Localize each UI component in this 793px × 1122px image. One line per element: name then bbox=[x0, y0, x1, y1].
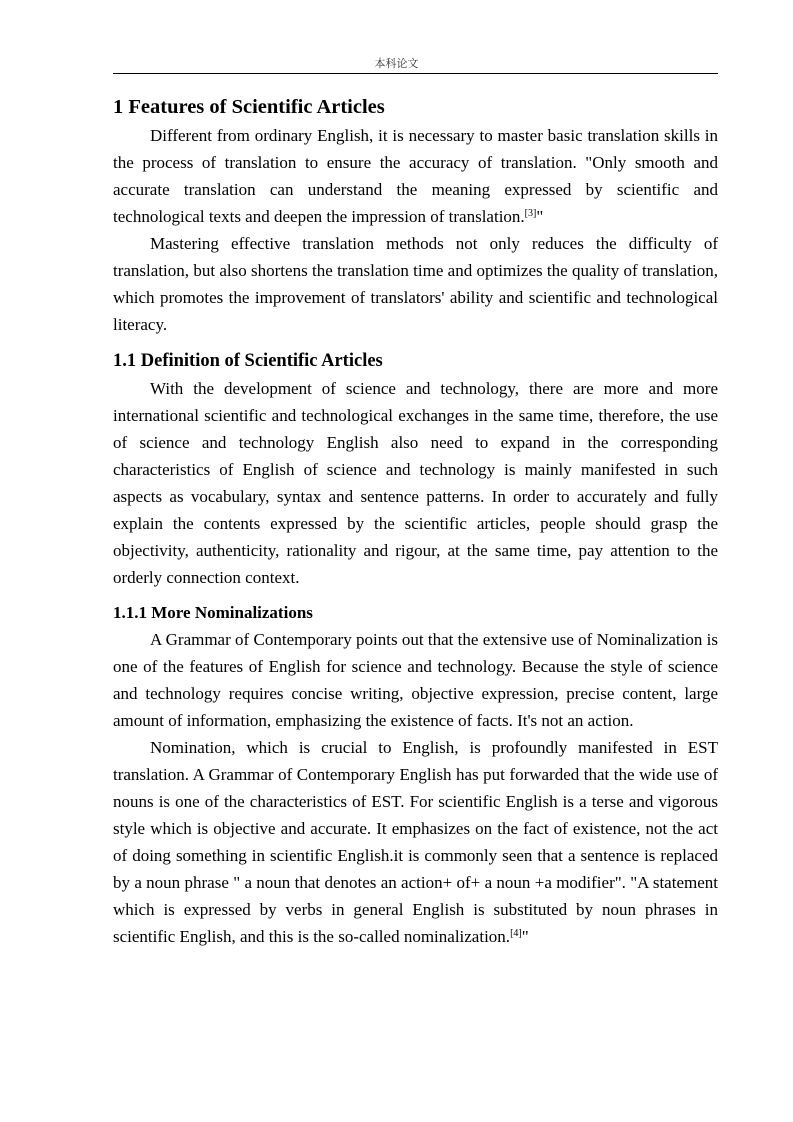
citation-ref-4: [4] bbox=[510, 928, 522, 939]
section-1-paragraph-1 bbox=[113, 122, 718, 230]
closing-quote: " bbox=[521, 927, 529, 946]
citation-ref-3: [3] bbox=[524, 208, 537, 219]
section-1-1-heading: 1.1 Definition of Scientific Articles bbox=[113, 351, 383, 371]
section-1-1-paragraph-1: With the development of science and technology, there are more and more international scientific and technological exchanges in the same time, therefore, the use of science and technology English also need to expand in the corresponding characteristics of English of science and technology is mainly manifested in such aspects as vocabulary, syntax and sentence patterns. In order to accurately and fully explain the contents expressed by the scientific articles, people should grasp the objectivity, authenticity, rationality and rigour, at the same time, pay attention to the orderly connection context. bbox=[113, 379, 718, 587]
closing-quote: " bbox=[536, 207, 544, 226]
paragraph-text: Nomination, which is crucial to English, is profoundly manifested in EST translation. A Grammar of Contemporary English has put forwarded that the wide use of nouns is one of the characteristics of EST. For scientific English is a terse and vigorous style which is objective and accurate. It emphasizes on the fact of existence, not the act of doing something in scientific English.it is commonly seen that a sentence is replaced by a noun phrase " a noun that denotes an action+ of+ a noun +a modifier". "A statement which is expressed by verbs in general English is substituted by noun phrases in scientific English, and this is the so-called nominalization. bbox=[113, 738, 718, 946]
header-divider bbox=[113, 73, 718, 74]
section-1-1-1-paragraph-1: A Grammar of Contemporary points out that the extensive use of Nominalization is one of the features of English for science and technology. Because the style of science and technology requires concise writing, objective expression, precise content, large amount of information, emphasizing the existence of facts. It's not an action. bbox=[113, 630, 718, 730]
paragraph-text: Different from ordinary English, it is necessary to master basic translation skills in the process of translation to ensure the accuracy of translation. "Only smooth and accurate translation can understand the meaning expressed by scientific and technological texts and deepen the impression of translation. bbox=[113, 126, 718, 226]
running-header: 本科论文 bbox=[374, 57, 419, 70]
section-1-1-1-paragraph-2 bbox=[113, 734, 718, 950]
section-1-paragraph-2: Mastering effective translation methods not only reduces the difficulty of translation, but also shortens the translation time and optimizes the quality of translation, which promotes the improvement of translators' ability and scientific and technological literacy. bbox=[113, 234, 718, 334]
page-body bbox=[113, 93, 718, 950]
section-1-1-1-heading: 1.1.1 More Nominalizations bbox=[113, 603, 313, 622]
section-1-heading: 1 Features of Scientific Articles bbox=[113, 96, 385, 118]
